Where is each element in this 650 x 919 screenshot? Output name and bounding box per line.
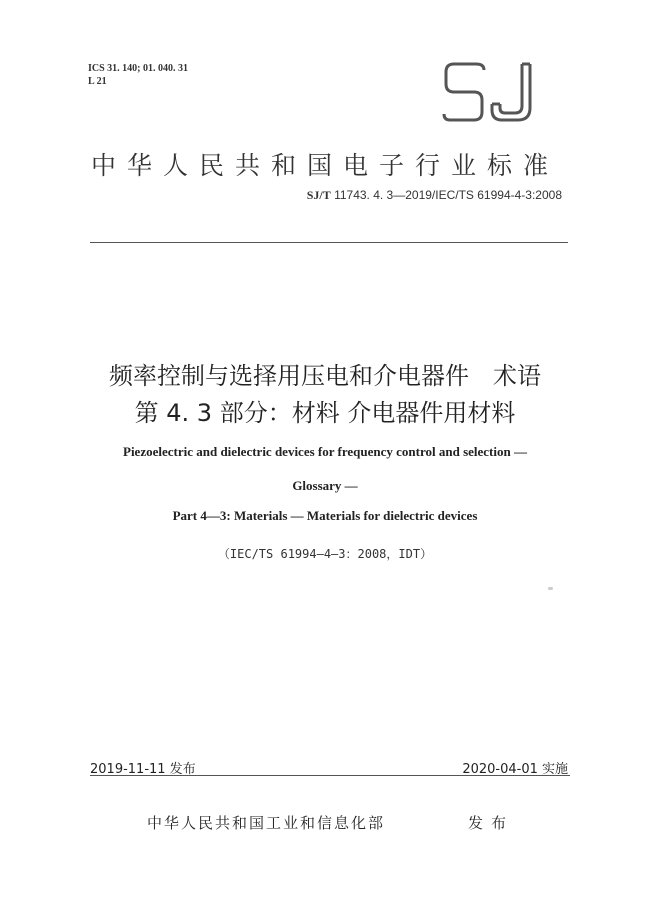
adoption-note: （IEC/TS 61994—4—3：2008，IDT） bbox=[217, 547, 433, 561]
implementation-date: 2020-04-01 实施 bbox=[462, 762, 568, 777]
title-en-line2: Glossary — bbox=[292, 478, 358, 493]
industry-standard-heading: 中华人民共和国电子行业标准 bbox=[90, 151, 559, 180]
standard-prefix: SJ/T bbox=[306, 188, 331, 202]
issue-date: 2019-11-11 发布 bbox=[90, 762, 196, 777]
standard-code bbox=[307, 188, 562, 203]
ics-code: ICS 31. 140; 01. 040. 31 bbox=[88, 63, 189, 74]
sj-logo-icon bbox=[440, 45, 536, 124]
title-zh-line2: 第 4. 3 部分：材料 介电器件用材料 bbox=[134, 399, 516, 427]
header-divider bbox=[90, 242, 568, 243]
standard-number: 11743. 4. 3—2019/IEC/TS 61994-4-3:2008 bbox=[334, 188, 562, 202]
issue-label: 发布 bbox=[468, 814, 515, 832]
title-zh-line1: 频率控制与选择用压电和介电器件 术语 bbox=[109, 362, 541, 390]
logo-text: SJ bbox=[440, 45, 458, 64]
publisher: 中华人民共和国工业和信息化部 bbox=[147, 814, 386, 832]
footer-divider bbox=[90, 775, 570, 776]
ccs-code: L 21 bbox=[88, 76, 107, 87]
ics-classification bbox=[88, 62, 188, 88]
scan-mark bbox=[548, 587, 553, 590]
title-en-line3: Part 4—3: Materials — Materials for dielectric devices bbox=[172, 508, 478, 523]
title-en-line1: Piezoelectric and dielectric devices for frequency control and selection — bbox=[123, 444, 527, 459]
